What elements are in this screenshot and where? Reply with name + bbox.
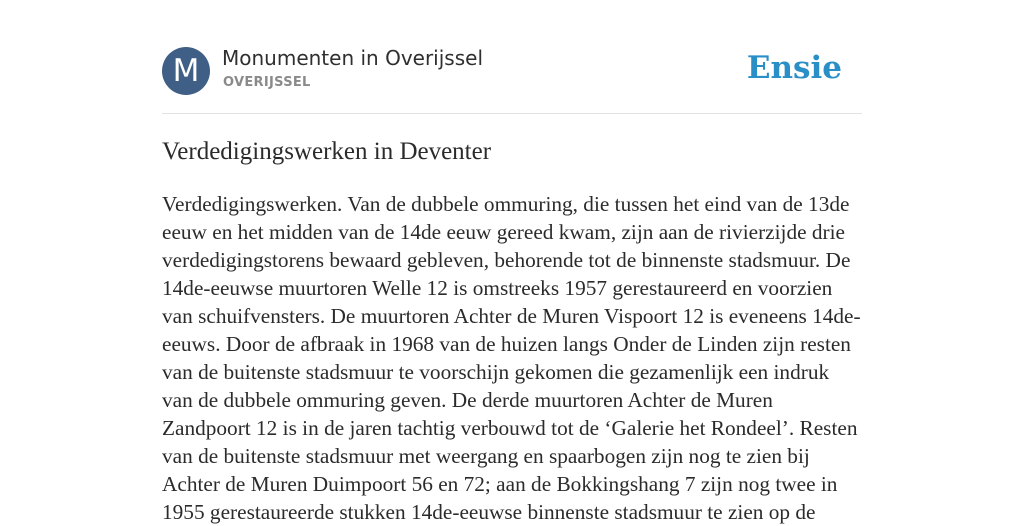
body-line: eeuw en het midden van de 14de eeuw gereed kwam, zijn aan de rivierzijde drie bbox=[162, 220, 845, 244]
avatar[interactable]: M bbox=[162, 47, 210, 95]
brand-logo[interactable]: Ensie bbox=[746, 50, 842, 86]
body-line: 1955 gerestaureerde stukken 14de-eeuwse binnenste stadsmuur te zien op de bbox=[162, 500, 816, 524]
source-header bbox=[162, 46, 862, 96]
body-line: Verdedigingswerken. Van de dubbele ommuring, die tussen het eind van de 13de bbox=[162, 192, 850, 216]
body-line: van schuifvensters. De muurtoren Achter de Muren Vispoort 12 is eveneens 14de- bbox=[162, 304, 861, 328]
body-line: van de buitenste stadsmuur met weergang en spaarbogen zijn nog te zien bij bbox=[162, 444, 810, 468]
header-divider bbox=[162, 113, 862, 114]
body-line: Zandpoort 12 is in de jaren tachtig verbouwd tot de ‘Galerie het Rondeel’. Resten bbox=[162, 416, 858, 440]
article-body bbox=[162, 190, 862, 526]
body-line: verdedigingstorens bewaard gebleven, behorende tot de binnenste stadsmuur. De bbox=[162, 248, 851, 272]
source-title[interactable]: Monumenten in Overijssel bbox=[222, 46, 483, 70]
body-line: 14de-eeuwse muurtoren Welle 12 is omstreeks 1957 gerestaureerd en voorzien bbox=[162, 276, 833, 300]
body-line: van de buitenste stadsmuur te voorschijn gekomen die gezamenlijk een indruk bbox=[162, 360, 830, 384]
article-title: Verdedigingswerken in Deventer bbox=[162, 138, 492, 165]
body-line: van de dubbele ommuring geven. De derde muurtoren Achter de Muren bbox=[162, 388, 773, 412]
source-subtitle: OVERIJSSEL bbox=[223, 75, 311, 90]
share-card bbox=[162, 0, 862, 524]
body-line: eeuws. Door de afbraak in 1968 van de huizen langs Onder de Linden zijn resten bbox=[162, 332, 851, 356]
body-line: Achter de Muren Duimpoort 56 en 72; aan de Bokkingshang 7 zijn nog twee in bbox=[162, 472, 838, 496]
